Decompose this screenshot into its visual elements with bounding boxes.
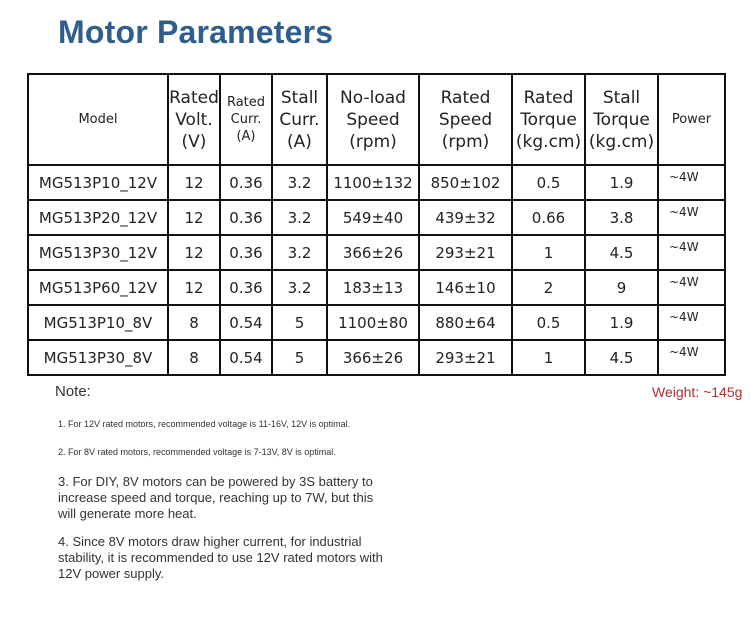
cell-power: ~4W (658, 165, 725, 200)
cell-stall-curr: 3.2 (272, 165, 327, 200)
header-stall-torque: Stall Torque (kg.cm) (585, 74, 658, 165)
table-row (28, 340, 725, 375)
cell-stall-curr: 3.2 (272, 200, 327, 235)
motor-parameters-table (27, 73, 726, 376)
cell-rated-volt: 12 (168, 270, 220, 305)
cell-rated-curr: 0.36 (220, 165, 272, 200)
cell-model: MG513P10_8V (28, 305, 168, 340)
cell-no-load-speed: 1100±132 (327, 165, 419, 200)
cell-power: ~4W (658, 340, 725, 375)
header-rated-speed: Rated Speed (rpm) (419, 74, 512, 165)
cell-stall-torque: 4.5 (585, 235, 658, 270)
cell-power: ~4W (658, 270, 725, 305)
page-title: Motor Parameters (58, 14, 334, 50)
cell-rated-volt: 12 (168, 235, 220, 270)
note-label: Note: (55, 383, 91, 400)
table-row (28, 200, 725, 235)
cell-rated-volt: 12 (168, 200, 220, 235)
cell-rated-curr: 0.36 (220, 235, 272, 270)
cell-stall-curr: 3.2 (272, 270, 327, 305)
note-3: 3. For DIY, 8V motors can be powered by 3S battery to increase speed and torque, reaching up to 7W, but this will generate more heat. (58, 474, 374, 521)
table-row (28, 305, 725, 340)
cell-rated-volt: 8 (168, 340, 220, 375)
cell-rated-curr: 0.54 (220, 305, 272, 340)
header-rated-curr: Rated Curr. (A) (220, 74, 272, 165)
cell-rated-torque: 0.5 (512, 305, 585, 340)
header-model: Model (28, 74, 168, 165)
cell-stall-curr: 5 (272, 305, 327, 340)
cell-rated-speed: 146±10 (419, 270, 512, 305)
cell-stall-torque: 1.9 (585, 165, 658, 200)
table-header-row (28, 74, 725, 165)
cell-model: MG513P30_12V (28, 235, 168, 270)
cell-no-load-speed: 366±26 (327, 340, 419, 375)
cell-rated-speed: 850±102 (419, 165, 512, 200)
cell-model: MG513P10_12V (28, 165, 168, 200)
cell-no-load-speed: 1100±80 (327, 305, 419, 340)
cell-stall-torque: 9 (585, 270, 658, 305)
cell-model: MG513P60_12V (28, 270, 168, 305)
note-4: 4. Since 8V motors draw higher current, for industrial stability, it is recommended to use 12V rated motors with 12V power supply. (58, 534, 383, 581)
cell-stall-torque: 1.9 (585, 305, 658, 340)
weight-text: Weight: ~145g (652, 384, 743, 400)
header-no-load-speed: No-load Speed (rpm) (327, 74, 419, 165)
cell-model: MG513P20_12V (28, 200, 168, 235)
cell-power: ~4W (658, 235, 725, 270)
cell-rated-curr: 0.36 (220, 200, 272, 235)
cell-rated-speed: 293±21 (419, 340, 512, 375)
cell-rated-speed: 439±32 (419, 200, 512, 235)
table-row (28, 270, 725, 305)
header-stall-curr: Stall Curr. (A) (272, 74, 327, 165)
cell-no-load-speed: 366±26 (327, 235, 419, 270)
cell-rated-torque: 0.66 (512, 200, 585, 235)
cell-stall-curr: 5 (272, 340, 327, 375)
cell-rated-torque: 1 (512, 340, 585, 375)
cell-rated-torque: 1 (512, 235, 585, 270)
cell-no-load-speed: 183±13 (327, 270, 419, 305)
cell-rated-speed: 293±21 (419, 235, 512, 270)
table-row (28, 165, 725, 200)
cell-rated-volt: 12 (168, 165, 220, 200)
cell-power: ~4W (658, 200, 725, 235)
cell-rated-torque: 0.5 (512, 165, 585, 200)
table-row (28, 235, 725, 270)
header-rated-volt: Rated Volt. (V) (168, 74, 220, 165)
cell-rated-curr: 0.36 (220, 270, 272, 305)
cell-no-load-speed: 549±40 (327, 200, 419, 235)
cell-stall-torque: 3.8 (585, 200, 658, 235)
header-rated-torque: Rated Torque (kg.cm) (512, 74, 585, 165)
cell-rated-torque: 2 (512, 270, 585, 305)
header-power: Power (658, 74, 725, 165)
cell-rated-curr: 0.54 (220, 340, 272, 375)
cell-rated-speed: 880±64 (419, 305, 512, 340)
table-body (28, 165, 725, 375)
cell-stall-torque: 4.5 (585, 340, 658, 375)
cell-model: MG513P30_8V (28, 340, 168, 375)
note-2: 2. For 8V rated motors, recommended voltage is 7-13V, 8V is optimal. (58, 447, 336, 457)
cell-rated-volt: 8 (168, 305, 220, 340)
cell-power: ~4W (658, 305, 725, 340)
note-1: 1. For 12V rated motors, recommended voltage is 11-16V, 12V is optimal. (58, 419, 351, 429)
cell-stall-curr: 3.2 (272, 235, 327, 270)
